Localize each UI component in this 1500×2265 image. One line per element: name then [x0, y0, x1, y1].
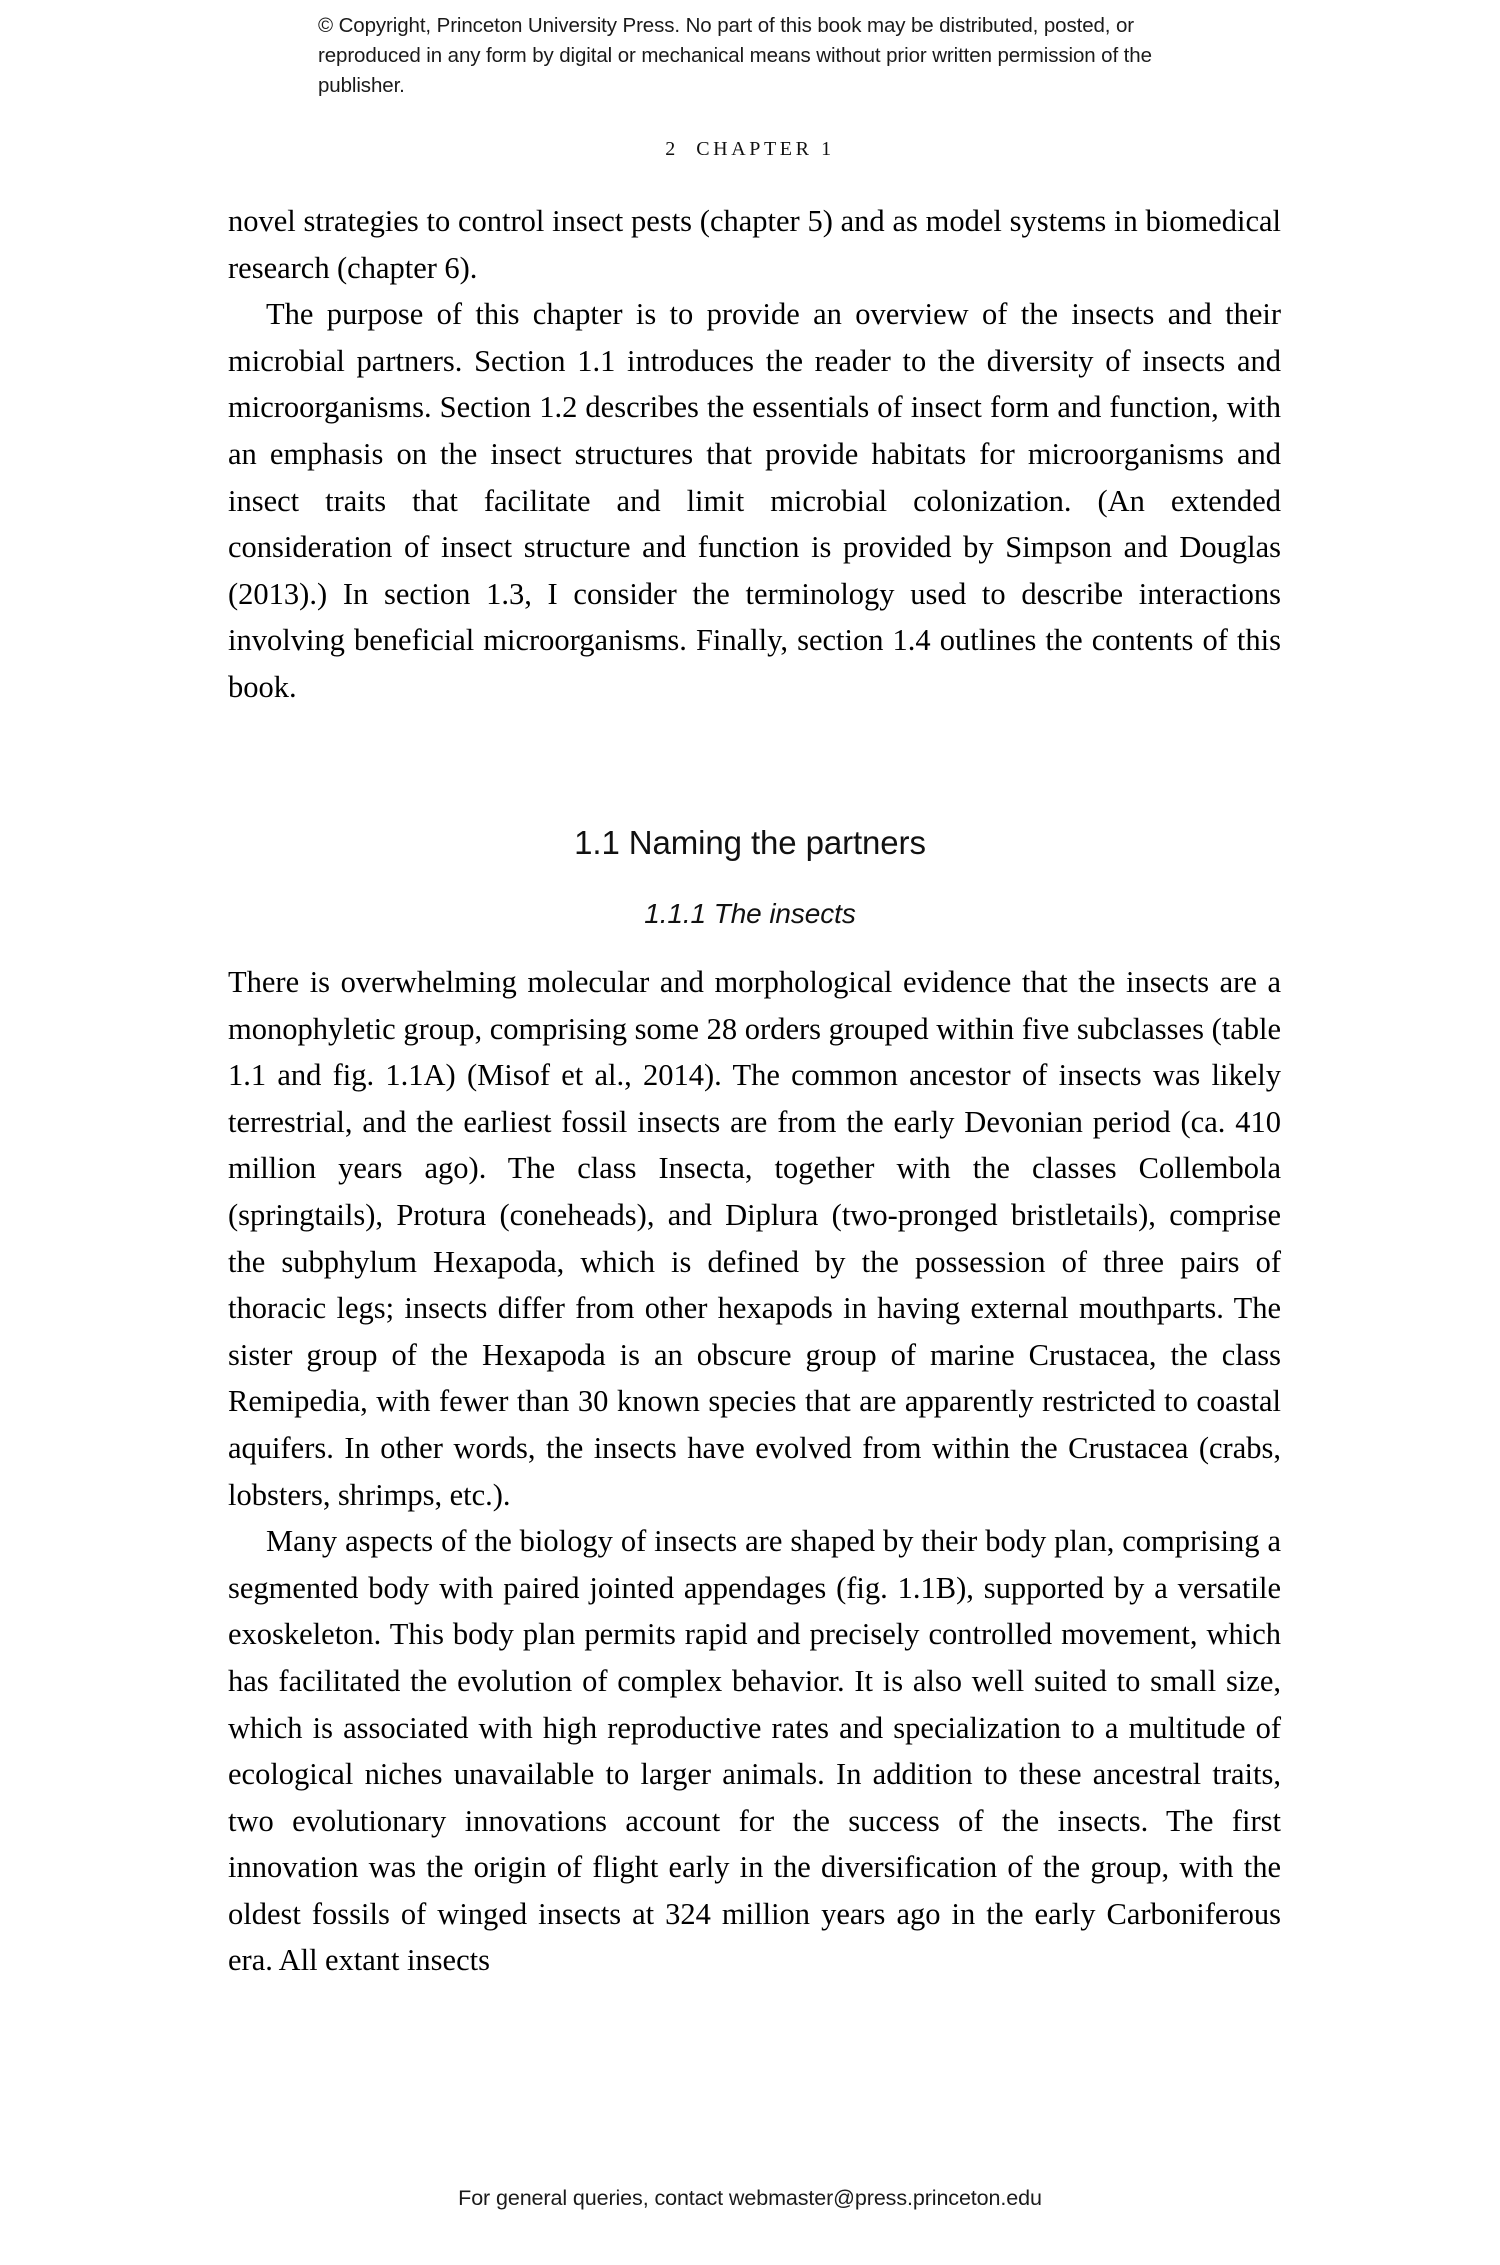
running-head-chapter-label: CHAPTER 1	[696, 138, 835, 160]
body-paragraph: Many aspects of the biology of insects are shaped by their body plan, comprising a segmented body with paired jointed appendages (fig. 1.1B), supported by a versatile exoskeleton. This body plan permits rapid and precisely controlled movement, which has facilitated the evolution of complex behavior. It is also well suited to small size, which is associated with high reproductive rates and specialization to a multitude of ecological niches unavailable to larger animals. In addition to these ancestral traits, two evolutionary innovations account for the success of the insects. The first innovation was the origin of flight early in the diversification of the group, with the oldest fossils of winged insects at 324 million years ago in the early Carboniferous era. All extant insects	[228, 1524, 1281, 1978]
page-folio-number: 2	[665, 138, 679, 160]
copyright-notice: © Copyright, Princeton University Press. No part of this book may be distributed, posted, or reproduced in any form by digital or mechanical means without prior written permission of the publisher.	[318, 14, 1152, 97]
body-paragraph: There is overwhelming molecular and morphological evidence that the insects are a monophyletic group, comprising some 28 orders grouped within five subclasses (table 1.1 and fig. 1.1A) (Misof et al., 2014). The common ancestor of insects was likely terrestrial, and the earliest fossil insects are from the early Devonian period (ca. 410 million years ago). The class Insecta, together with the classes Collembola (springtails), Protura (coneheads), and Diplura (two-pronged bristletails), comprise the subphylum Hexapoda, which is defined by the possession of three pairs of thoracic legs; insects differ from other hexapods in having external mouthparts. The sister group of the Hexapoda is an obscure group of marine Crustacea, the class Remipedia, with fewer than 30 known species that are apparently restricted to coastal aquifers. In other words, the insects have evolved from within the Crustacea (crabs, lobsters, shrimps, etc.).	[228, 965, 1281, 1512]
page-footer: For general queries, contact webmaster@press.princeton.edu	[458, 2186, 1042, 2210]
text-column-top	[228, 198, 1281, 711]
body-paragraph: novel strategies to control insect pests (chapter 5) and as model systems in biomedical research (chapter 6).	[228, 204, 1281, 285]
text-column-bottom	[228, 959, 1281, 1984]
body-paragraph: The purpose of this chapter is to provide an overview of the insects and their microbial partners. Section 1.1 introduces the reader to the diversity of insects and microorganisms. Section 1.2 describes the essentials of insect form and function, with an emphasis on the insect structures that provide habitats for microorganisms and insect traits that facilitate and limit microbial colonization. (An extended consideration of insect structure and function is provided by Simpson and Douglas (2013).) In section 1.3, I consider the terminology used to describe interactions involving beneficial microorganisms. Finally, section 1.4 outlines the contents of this book.	[228, 297, 1281, 704]
section-heading: 1.1 Naming the partners	[574, 824, 926, 861]
running-head	[0, 138, 1500, 161]
subsection-heading: 1.1.1 The insects	[644, 898, 856, 929]
